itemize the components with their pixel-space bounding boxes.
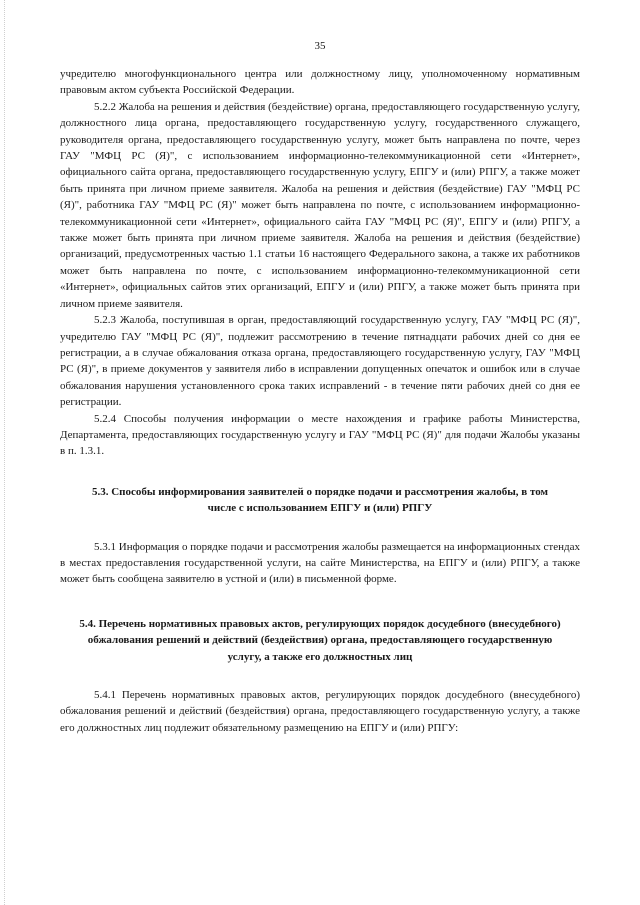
section-heading-5-4: 5.4. Перечень нормативных правовых актов, регулирующих порядок досудебного (внесудебного) обжалования решений и действий (бездействия) органа, предоставляющего государственную услугу, а также его должностных лиц xyxy=(79,617,561,663)
page-number: 35 xyxy=(314,40,326,52)
paragraph-5-3-1: 5.3.1 Информация о порядке подачи и рассмотрения жалобы размещается на информационных стендах в местах предоставления государственной услуги, на сайте Министерства, на ЕПГУ и (или) РПГУ, а также может быть сообщена заявителю в устной и (или) в письменной форме. xyxy=(60,540,580,586)
paragraph-intro: учредителю многофункционального центра или должностному лицу, уполномоченному нормативным правовым актом субъекта Российской Федерации. xyxy=(60,68,580,97)
paragraph-5-4-1: 5.4.1 Перечень нормативных правовых актов, регулирующих порядок досудебного (внесудебного) обжалования решений и действий (бездействия) органа, предоставляющего государственную услугу, а также его должностных лиц подлежит обязательному размещению на ЕПГУ и (или) РПГУ: xyxy=(60,689,580,734)
paragraph-5-2-4: 5.2.4 Способы получения информации о месте нахождения и графике работы Министерства, Департамента, предоставляющих государственную услугу и ГАУ "МФЦ РС (Я)" для подачи Жалобы указаны в п. 1.3.1. xyxy=(60,412,580,458)
paragraph-5-2-3: 5.2.3 Жалоба, поступившая в орган, предоставляющий государственную услугу, ГАУ "МФЦ РС (Я)", учредителю ГАУ "МФЦ РС (Я)", подлежит рассмотрению в течение пятнадцати рабочих дней со дня ее регистрации, а в случае обжалования отказа органа, предоставляющего государственную услугу, ГАУ "МФЦ РС (Я)", в приеме документов у заявителя либо в исправлении допущенных опечаток и ошибок или в случае обжалования нарушения установленного срока таких исправлений - в течение пяти рабочих дней со дня ее регистрации. xyxy=(60,314,580,409)
document-page xyxy=(60,40,580,736)
paragraph-5-2-2: 5.2.2 Жалоба на решения и действия (бездействие) органа, предоставляющего государственную услугу, должностного лица органа, предоставляющего государственную услугу, государственного служащего, руководителя органа, предоставляющего государственную услугу, может быть направлена по почте, через ГАУ "МФЦ РС (Я)", с использованием информационно-телекоммуникационной сети «Интернет», официального сайта органа, предоставляющего государственную услугу, ЕПГУ и (или) РПГУ, а также может быть принята при личном приеме заявителя. Жалоба на решения и действия (бездействие) ГАУ "МФЦ РС (Я)", работника ГАУ "МФЦ РС (Я)" может быть направлена по почте, с использованием информационно-телекоммуникационной сети «Интернет», официального сайта ГАУ "МФЦ РС (Я)", ЕПГУ и (или) РПГУ, а также может быть принята при личном приеме заявителя. Жалоба на решения и действия (бездействие) организаций, предусмотренных частью 1.1 статьи 16 настоящего Федерального закона, а также их работников может быть направлена по почте, с использованием информационно-телекоммуникационной сети «Интернет», официальных сайтов этих организаций, ЕПГУ и (или) РПГУ, а также может быть принята при личном приеме заявителя. xyxy=(60,100,580,310)
section-heading-5-3: 5.3. Способы информирования заявителей о порядке подачи и рассмотрения жалобы, в том числе с использованием ЕПГУ и (или) РПГУ xyxy=(91,485,549,515)
page-edge xyxy=(4,0,5,905)
